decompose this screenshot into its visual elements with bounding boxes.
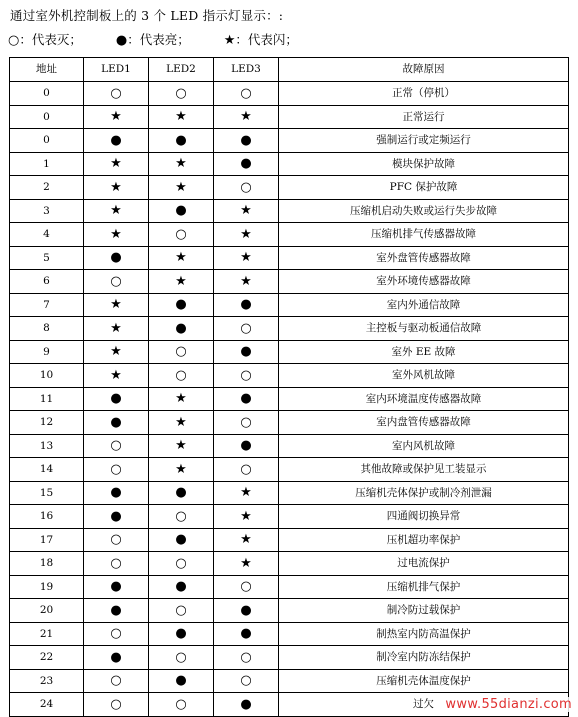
led2-cell: ○ [149, 552, 214, 576]
led1-cell: ● [84, 411, 149, 435]
legend-text: ：代表亮； [127, 32, 190, 47]
led1-cell: ● [84, 246, 149, 270]
table-row [10, 364, 569, 388]
table-row [10, 552, 569, 576]
led1-cell: ★ [84, 317, 149, 341]
table-row [10, 575, 569, 599]
fault-cause-cell: 室内外通信故障 [279, 293, 569, 317]
led1-cell: ● [84, 646, 149, 670]
led1-cell: ★ [84, 293, 149, 317]
address-cell: 23 [10, 669, 84, 693]
led2-cell: ○ [149, 646, 214, 670]
led3-cell: ★ [214, 270, 279, 294]
address-cell: 22 [10, 646, 84, 670]
led3-cell: ○ [214, 411, 279, 435]
header-led3: LED3 [214, 58, 279, 82]
led1-cell: ○ [84, 82, 149, 106]
table-row [10, 340, 569, 364]
led3-cell: ● [214, 293, 279, 317]
led1-cell: ● [84, 599, 149, 623]
led2-cell: ★ [149, 176, 214, 200]
fault-cause-cell: 正常运行 [279, 105, 569, 129]
led3-cell: ● [214, 693, 279, 717]
led2-cell: ○ [149, 599, 214, 623]
table-row [10, 505, 569, 529]
address-cell: 11 [10, 387, 84, 411]
led3-cell: ● [214, 622, 279, 646]
led1-cell: ★ [84, 176, 149, 200]
address-cell: 2 [10, 176, 84, 200]
address-cell: 4 [10, 223, 84, 247]
led1-cell: ○ [84, 270, 149, 294]
led1-cell: ★ [84, 105, 149, 129]
led2-cell: ○ [149, 364, 214, 388]
address-cell: 6 [10, 270, 84, 294]
led1-cell: ○ [84, 458, 149, 482]
table-row [10, 246, 569, 270]
led1-cell: ○ [84, 669, 149, 693]
fault-cause-cell: 压机超功率保护 [279, 528, 569, 552]
header-address: 地址 [10, 58, 84, 82]
led3-cell: ○ [214, 176, 279, 200]
legend-text: ：代表闪； [235, 32, 298, 47]
intro-text: 通过室外机控制板上的 3 个 LED 指示灯显示：: [10, 8, 284, 23]
fault-cause-cell: 四通阀切换异常 [279, 505, 569, 529]
led2-cell: ○ [149, 693, 214, 717]
table-row [10, 669, 569, 693]
led2-cell: ● [149, 528, 214, 552]
table-row [10, 176, 569, 200]
led3-cell: ○ [214, 317, 279, 341]
led1-cell: ★ [84, 152, 149, 176]
table-row [10, 152, 569, 176]
led1-cell: ○ [84, 622, 149, 646]
led1-cell: ★ [84, 340, 149, 364]
address-cell: 24 [10, 693, 84, 717]
fault-cause-cell: 压缩机壳体温度保护 [279, 669, 569, 693]
legend-text: ：代表灭； [19, 32, 82, 47]
fault-cause-cell: 室外 EE 故障 [279, 340, 569, 364]
led1-cell: ○ [84, 552, 149, 576]
table-row [10, 646, 569, 670]
led2-cell: ★ [149, 387, 214, 411]
legend-item-off [8, 32, 82, 47]
table-row [10, 387, 569, 411]
led2-cell: ● [149, 199, 214, 223]
star-icon: ★ [223, 33, 236, 48]
led3-cell: ★ [214, 552, 279, 576]
fault-cause-cell: 室外盘管传感器故障 [279, 246, 569, 270]
table-row [10, 317, 569, 341]
table-row [10, 223, 569, 247]
watermark: www.55dianzi.com [445, 697, 572, 712]
led1-cell: ★ [84, 364, 149, 388]
address-cell: 7 [10, 293, 84, 317]
led1-cell: ○ [84, 528, 149, 552]
address-cell: 8 [10, 317, 84, 341]
header-led1: LED1 [84, 58, 149, 82]
led3-cell: ○ [214, 575, 279, 599]
table-row [10, 434, 569, 458]
header-fault-cause: 故障原因 [279, 58, 569, 82]
filled-circle-icon: ● [115, 33, 128, 48]
led2-cell: ★ [149, 458, 214, 482]
fault-cause-cell: 压缩机排气保护 [279, 575, 569, 599]
fault-cause-cell: 室外环境传感器故障 [279, 270, 569, 294]
fault-code-table [9, 57, 569, 717]
fault-cause-cell: 正常（停机） [279, 82, 569, 106]
symbol-legend [8, 30, 328, 48]
led2-cell: ● [149, 622, 214, 646]
led2-cell: ○ [149, 223, 214, 247]
led1-cell: ○ [84, 693, 149, 717]
table-row [10, 622, 569, 646]
fault-cause-cell: 强制运行或定频运行 [279, 129, 569, 153]
hollow-circle-icon: ○ [8, 33, 20, 48]
led3-cell: ○ [214, 646, 279, 670]
address-cell: 20 [10, 599, 84, 623]
address-cell: 18 [10, 552, 84, 576]
fault-cause-cell: 室外风机故障 [279, 364, 569, 388]
address-cell: 10 [10, 364, 84, 388]
led1-cell: ● [84, 129, 149, 153]
led2-cell: ● [149, 669, 214, 693]
table-row [10, 82, 569, 106]
address-cell: 15 [10, 481, 84, 505]
led3-cell: ★ [214, 505, 279, 529]
table-row [10, 270, 569, 294]
led2-cell: ★ [149, 270, 214, 294]
address-cell: 12 [10, 411, 84, 435]
led3-cell: ★ [214, 481, 279, 505]
led2-cell: ★ [149, 152, 214, 176]
address-cell: 1 [10, 152, 84, 176]
led3-cell: ★ [214, 223, 279, 247]
address-cell: 16 [10, 505, 84, 529]
led3-cell: ○ [214, 82, 279, 106]
led2-cell: ★ [149, 434, 214, 458]
fault-cause-cell: 过欠 [279, 693, 569, 717]
fault-cause-cell: 制冷防过载保护 [279, 599, 569, 623]
led3-cell: ○ [214, 458, 279, 482]
header-led2: LED2 [149, 58, 214, 82]
led3-cell: ★ [214, 105, 279, 129]
address-cell: 19 [10, 575, 84, 599]
address-cell: 9 [10, 340, 84, 364]
led2-cell: ★ [149, 105, 214, 129]
table-row [10, 129, 569, 153]
fault-cause-cell: PFC 保护故障 [279, 176, 569, 200]
led2-cell: ● [149, 317, 214, 341]
led1-cell: ● [84, 505, 149, 529]
led1-cell: ★ [84, 199, 149, 223]
led3-cell: ○ [214, 364, 279, 388]
led2-cell: ● [149, 129, 214, 153]
legend-item-flash [224, 32, 298, 47]
fault-cause-cell: 室内盘管传感器故障 [279, 411, 569, 435]
led3-cell: ● [214, 152, 279, 176]
fault-cause-cell: 过电流保护 [279, 552, 569, 576]
address-cell: 3 [10, 199, 84, 223]
table-row [10, 481, 569, 505]
led3-cell: ● [214, 599, 279, 623]
address-cell: 17 [10, 528, 84, 552]
led3-cell: ● [214, 340, 279, 364]
table-row [10, 528, 569, 552]
led2-cell: ● [149, 293, 214, 317]
led1-cell: ★ [84, 223, 149, 247]
led1-cell: ● [84, 387, 149, 411]
led2-cell: ● [149, 575, 214, 599]
led2-cell: ○ [149, 340, 214, 364]
legend-item-on [116, 32, 190, 47]
table-row [10, 458, 569, 482]
address-cell: 5 [10, 246, 84, 270]
fault-cause-cell: 压缩机壳体保护或制冷剂泄漏 [279, 481, 569, 505]
address-cell: 13 [10, 434, 84, 458]
led1-cell: ○ [84, 434, 149, 458]
table-row [10, 599, 569, 623]
table-header-row [10, 58, 569, 82]
led3-cell: ★ [214, 199, 279, 223]
address-cell: 21 [10, 622, 84, 646]
fault-cause-cell: 模块保护故障 [279, 152, 569, 176]
fault-cause-cell: 其他故障或保护见工装显示 [279, 458, 569, 482]
address-cell: 0 [10, 105, 84, 129]
fault-cause-cell: 室内环境温度传感器故障 [279, 387, 569, 411]
led3-cell: ● [214, 129, 279, 153]
led2-cell: ○ [149, 82, 214, 106]
led3-cell: ★ [214, 528, 279, 552]
led3-cell: ★ [214, 246, 279, 270]
table-row [10, 293, 569, 317]
led2-cell: ○ [149, 505, 214, 529]
fault-cause-cell: 主控板与驱动板通信故障 [279, 317, 569, 341]
led2-cell: ★ [149, 411, 214, 435]
address-cell: 0 [10, 82, 84, 106]
address-cell: 14 [10, 458, 84, 482]
led2-cell: ● [149, 481, 214, 505]
fault-cause-cell: 制热室内防高温保护 [279, 622, 569, 646]
table-row [10, 199, 569, 223]
led3-cell: ● [214, 387, 279, 411]
table-row [10, 105, 569, 129]
led2-cell: ★ [149, 246, 214, 270]
led3-cell: ● [214, 434, 279, 458]
table-row [10, 411, 569, 435]
led1-cell: ● [84, 575, 149, 599]
address-cell: 0 [10, 129, 84, 153]
fault-cause-cell: 压缩机排气传感器故障 [279, 223, 569, 247]
led3-cell: ○ [214, 669, 279, 693]
led1-cell: ● [84, 481, 149, 505]
fault-cause-cell: 室内风机故障 [279, 434, 569, 458]
fault-cause-cell: 制冷室内防冻结保护 [279, 646, 569, 670]
fault-cause-cell: 压缩机启动失败或运行失步故障 [279, 199, 569, 223]
